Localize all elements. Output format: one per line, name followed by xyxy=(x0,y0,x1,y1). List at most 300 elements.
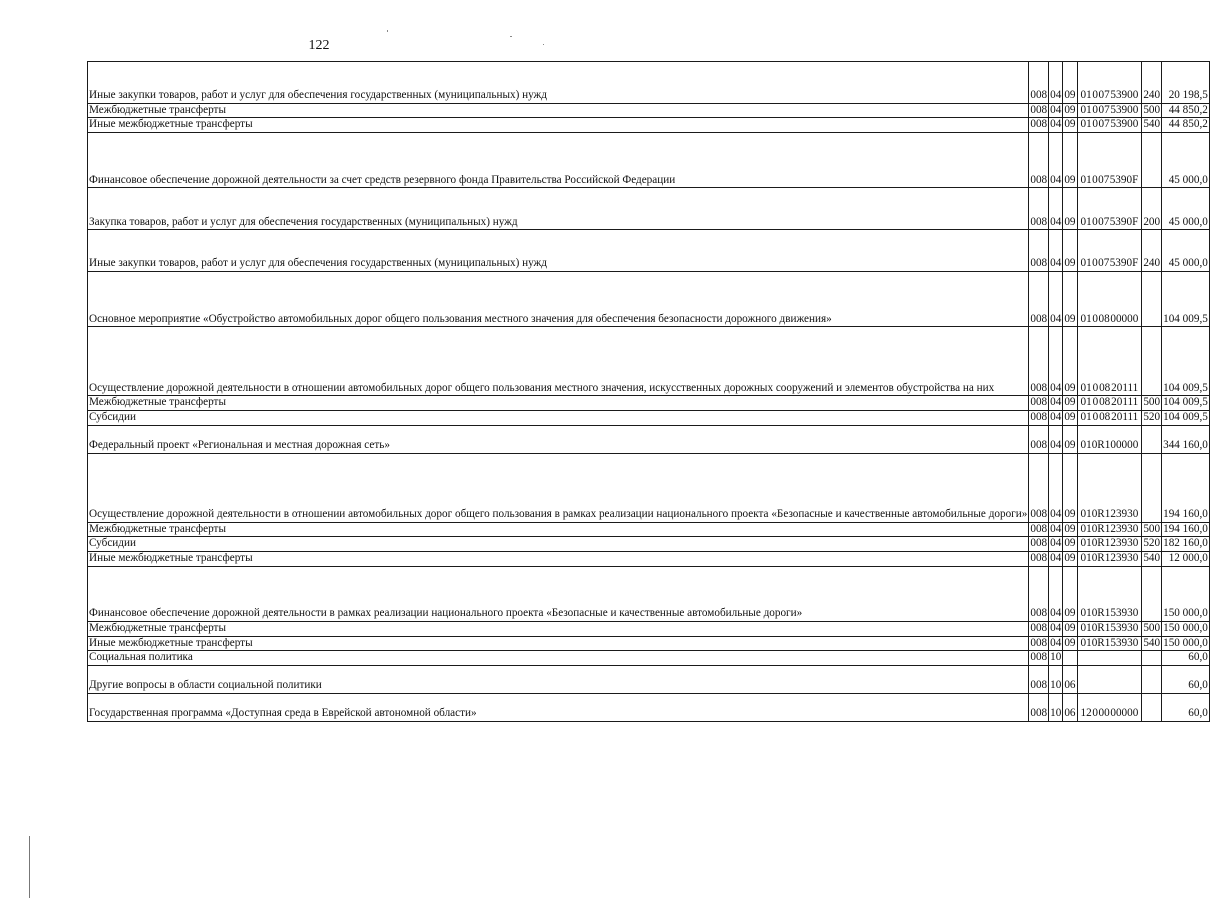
target-article-cell xyxy=(1077,425,1142,453)
direction-code: 00000 xyxy=(1110,707,1139,720)
subsection-code: 09 xyxy=(1064,621,1076,634)
row-name-cell xyxy=(88,551,1029,566)
activity-code: R1 xyxy=(1097,551,1111,564)
section-code: 04 xyxy=(1050,621,1062,634)
amount-cell xyxy=(1162,230,1210,272)
row-name: Иные межбюджетные трансферты xyxy=(89,551,253,564)
amount-cell xyxy=(1162,425,1210,453)
target-article-cell xyxy=(1077,693,1142,721)
row-name: Другие вопросы в области социальной политики xyxy=(89,679,322,692)
subprogram-code: 0 xyxy=(1091,636,1098,649)
subsection-code-cell xyxy=(1063,693,1077,721)
ministry-code-cell xyxy=(1029,636,1049,651)
subprogram-code: 0 xyxy=(1092,707,1098,720)
subsection-code: 09 xyxy=(1064,636,1076,649)
row-name-cell xyxy=(88,188,1029,230)
subsection-code: 06 xyxy=(1064,679,1076,692)
row-name-cell xyxy=(88,665,1029,693)
section-code: 10 xyxy=(1050,651,1062,664)
ministry-code-cell xyxy=(1029,230,1049,272)
expense-type-cell xyxy=(1142,665,1162,693)
row-name: Межбюджетные трансферты xyxy=(89,522,226,535)
expense-type-cell xyxy=(1142,327,1162,396)
amount-cell xyxy=(1162,396,1210,411)
activity-code: 07 xyxy=(1098,118,1110,131)
expense-type-code: 240 xyxy=(1143,257,1161,270)
subsection-code: 09 xyxy=(1064,257,1076,270)
amount: 104 009,5 xyxy=(1163,381,1208,394)
ministry-code: 008 xyxy=(1030,522,1048,535)
subprogram-code: 0 xyxy=(1092,396,1099,409)
table-row xyxy=(88,62,1210,104)
expense-type-code: 500 xyxy=(1143,621,1161,634)
section-code: 10 xyxy=(1050,679,1062,692)
ministry-code: 008 xyxy=(1030,537,1048,550)
section-code: 04 xyxy=(1050,89,1062,102)
row-name-cell xyxy=(88,537,1029,552)
ministry-code-cell xyxy=(1029,410,1049,425)
subprogram-code: 0 xyxy=(1092,89,1098,102)
section-code-cell xyxy=(1049,522,1063,537)
subsection-code-cell xyxy=(1063,537,1077,552)
program-code: 01 xyxy=(1080,636,1092,649)
amount: 12 000,0 xyxy=(1168,551,1208,564)
row-name: Основное мероприятие «Обустройство автомобильных дорог общего пользования местного значения для обеспечения безопасности дорожного движения» xyxy=(89,312,832,325)
amount: 104 009,5 xyxy=(1163,410,1208,423)
subprogram-code: 0 xyxy=(1091,439,1098,452)
section-code-cell xyxy=(1049,132,1063,187)
subsection-code-cell xyxy=(1063,230,1077,272)
amount: 45 000,0 xyxy=(1168,173,1208,186)
program-code: 01 xyxy=(1080,312,1092,325)
direction-code: 20111 xyxy=(1111,396,1139,409)
ministry-code-cell xyxy=(1029,103,1049,118)
row-name-cell xyxy=(88,522,1029,537)
table-row xyxy=(88,271,1210,326)
direction-code: 00000 xyxy=(1110,312,1139,325)
table-row xyxy=(88,396,1210,411)
row-name-cell xyxy=(88,693,1029,721)
program-code: 01 xyxy=(1080,381,1092,394)
section-code: 04 xyxy=(1050,396,1062,409)
expense-type-cell xyxy=(1142,103,1162,118)
ministry-code-cell xyxy=(1029,132,1049,187)
ministry-code-cell xyxy=(1029,62,1049,104)
amount-cell xyxy=(1162,566,1210,621)
target-article-cell xyxy=(1077,665,1142,693)
row-name-cell xyxy=(88,118,1029,133)
activity-code: 07 xyxy=(1098,257,1110,270)
program-code: 01 xyxy=(1080,537,1092,550)
ministry-code-cell xyxy=(1029,327,1049,396)
table-row xyxy=(88,410,1210,425)
section-code-cell xyxy=(1049,566,1063,621)
subsection-code-cell xyxy=(1063,453,1077,522)
row-name: Субсидии xyxy=(89,537,136,550)
target-article-cell xyxy=(1077,396,1142,411)
ministry-code: 008 xyxy=(1030,89,1048,102)
ministry-code-cell xyxy=(1029,453,1049,522)
amount-cell xyxy=(1162,188,1210,230)
ministry-code: 008 xyxy=(1030,636,1048,649)
row-name: Иные закупки товаров, работ и услуг для обеспечения государственных (муниципальных) нужд xyxy=(89,89,547,102)
ministry-code-cell xyxy=(1029,665,1049,693)
subprogram-code: 0 xyxy=(1092,312,1098,325)
row-name-cell xyxy=(88,621,1029,636)
activity-code: 07 xyxy=(1098,103,1110,116)
amount-cell xyxy=(1162,103,1210,118)
subsection-code: 09 xyxy=(1064,381,1076,394)
activity-code: 07 xyxy=(1098,89,1110,102)
page-number: 122 xyxy=(308,38,330,53)
expense-type-code: 540 xyxy=(1143,636,1161,649)
expense-type-cell xyxy=(1142,62,1162,104)
section-code: 04 xyxy=(1050,215,1062,228)
target-article-codes xyxy=(1079,552,1141,566)
subprogram-code: 0 xyxy=(1092,257,1098,270)
ministry-code: 008 xyxy=(1030,312,1048,325)
scan-margin-line xyxy=(29,836,30,898)
subprogram-code: 0 xyxy=(1091,607,1098,620)
activity-code: R1 xyxy=(1097,439,1111,452)
section-code-cell xyxy=(1049,665,1063,693)
program-code: 01 xyxy=(1080,173,1092,186)
target-article-codes xyxy=(1079,396,1141,410)
ministry-code: 008 xyxy=(1030,257,1048,270)
expense-type-cell xyxy=(1142,636,1162,651)
subsection-code: 09 xyxy=(1064,537,1076,550)
row-name: Межбюджетные трансферты xyxy=(89,621,226,634)
subsection-code-cell xyxy=(1063,132,1077,187)
target-article-cell xyxy=(1077,62,1142,104)
direction-code: 23930 xyxy=(1110,551,1139,564)
subprogram-code: 0 xyxy=(1091,621,1098,634)
subsection-code-cell xyxy=(1063,665,1077,693)
row-name: Социальная политика xyxy=(89,651,193,664)
target-article-codes xyxy=(1079,257,1141,271)
amount: 44 850,2 xyxy=(1168,118,1208,131)
table-row xyxy=(88,551,1210,566)
activity-code: R1 xyxy=(1097,621,1111,634)
direction-code: 23930 xyxy=(1110,522,1139,535)
ministry-code: 008 xyxy=(1030,396,1048,409)
subsection-code: 09 xyxy=(1064,312,1076,325)
ministry-code-cell xyxy=(1029,551,1049,566)
ministry-code: 008 xyxy=(1030,215,1048,228)
expense-type-cell xyxy=(1142,271,1162,326)
target-article-codes xyxy=(1079,118,1141,132)
table-row xyxy=(88,566,1210,621)
activity-code: R1 xyxy=(1097,636,1111,649)
expense-type-cell xyxy=(1142,537,1162,552)
amount-cell xyxy=(1162,410,1210,425)
direction-code: 53900 xyxy=(1110,103,1139,116)
target-article-codes xyxy=(1079,537,1141,551)
table-row xyxy=(88,537,1210,552)
expense-type-cell xyxy=(1142,132,1162,187)
target-article-codes xyxy=(1079,89,1141,103)
subprogram-code: 0 xyxy=(1092,173,1098,186)
row-name: Финансовое обеспечение дорожной деятельности в рамках реализации национального проекта «Безопасные и качественные автомобильные дороги» xyxy=(89,607,803,620)
row-name-cell xyxy=(88,103,1029,118)
program-code: 01 xyxy=(1080,396,1092,409)
amount-cell xyxy=(1162,132,1210,187)
row-name: Иные межбюджетные трансферты xyxy=(89,636,253,649)
row-name: Федеральный проект «Региональная и местная дорожная сеть» xyxy=(89,439,390,452)
table-row xyxy=(88,636,1210,651)
ministry-code: 008 xyxy=(1030,551,1048,564)
row-name-cell xyxy=(88,410,1029,425)
row-name-cell xyxy=(88,230,1029,272)
program-code: 01 xyxy=(1080,118,1092,131)
subsection-code: 09 xyxy=(1064,522,1076,535)
subsection-code: 09 xyxy=(1064,410,1076,423)
expense-type-cell xyxy=(1142,551,1162,566)
subprogram-code: 0 xyxy=(1092,381,1099,394)
expense-type-code: 240 xyxy=(1143,89,1161,102)
subsection-code-cell xyxy=(1063,551,1077,566)
table-row xyxy=(88,118,1210,133)
direction-code: 20111 xyxy=(1111,410,1139,423)
expense-type-cell xyxy=(1142,651,1162,666)
subsection-code-cell xyxy=(1063,118,1077,133)
subsection-code-cell xyxy=(1063,621,1077,636)
program-code: 01 xyxy=(1080,522,1092,535)
target-article-cell xyxy=(1077,636,1142,651)
program-code: 12 xyxy=(1080,707,1092,720)
amount: 20 198,5 xyxy=(1168,89,1208,102)
target-article-cell xyxy=(1077,537,1142,552)
table-row xyxy=(88,188,1210,230)
activity-code: 08 xyxy=(1099,410,1111,423)
subprogram-code: 0 xyxy=(1092,410,1099,423)
ministry-code-cell xyxy=(1029,522,1049,537)
expense-type-cell xyxy=(1142,621,1162,636)
subsection-code: 09 xyxy=(1064,118,1076,131)
amount-cell xyxy=(1162,522,1210,537)
activity-code: 08 xyxy=(1099,396,1111,409)
target-article-cell xyxy=(1077,651,1142,666)
amount: 60,0 xyxy=(1188,679,1208,692)
table-row xyxy=(88,327,1210,396)
ministry-code-cell xyxy=(1029,118,1049,133)
subsection-code: 09 xyxy=(1064,551,1076,564)
subsection-code-cell xyxy=(1063,271,1077,326)
amount-cell xyxy=(1162,621,1210,636)
section-code-cell xyxy=(1049,551,1063,566)
amount: 344 160,0 xyxy=(1163,439,1208,452)
target-article-codes xyxy=(1079,313,1141,327)
subsection-code-cell xyxy=(1063,396,1077,411)
target-article-codes xyxy=(1079,382,1141,396)
ministry-code: 008 xyxy=(1030,410,1048,423)
target-article-codes xyxy=(1079,637,1141,651)
subsection-code-cell xyxy=(1063,522,1077,537)
section-code-cell xyxy=(1049,230,1063,272)
program-code: 01 xyxy=(1080,410,1092,423)
subsection-code-cell xyxy=(1063,188,1077,230)
amount-cell xyxy=(1162,271,1210,326)
subsection-code-cell xyxy=(1063,62,1077,104)
section-code: 04 xyxy=(1050,607,1062,620)
subsection-code-cell xyxy=(1063,327,1077,396)
row-name-cell xyxy=(88,651,1029,666)
program-code: 01 xyxy=(1080,621,1092,634)
section-code: 04 xyxy=(1050,173,1062,186)
subsection-code: 06 xyxy=(1064,707,1076,720)
direction-code: 20111 xyxy=(1111,381,1139,394)
budget-table xyxy=(87,61,1210,722)
subsection-code-cell xyxy=(1063,425,1077,453)
ministry-code: 008 xyxy=(1030,607,1048,620)
row-name-cell xyxy=(88,327,1029,396)
activity-code: R1 xyxy=(1097,537,1111,550)
amount-cell xyxy=(1162,693,1210,721)
expense-type-cell xyxy=(1142,396,1162,411)
subsection-code-cell xyxy=(1063,636,1077,651)
subsection-code-cell xyxy=(1063,651,1077,666)
row-name-cell xyxy=(88,62,1029,104)
ministry-code-cell xyxy=(1029,651,1049,666)
direction-code: 00000 xyxy=(1110,439,1139,452)
expense-type-cell xyxy=(1142,522,1162,537)
expense-type-cell xyxy=(1142,425,1162,453)
ministry-code: 008 xyxy=(1030,679,1048,692)
target-article-codes xyxy=(1079,622,1141,636)
row-name: Иные закупки товаров, работ и услуг для обеспечения государственных (муниципальных) нужд xyxy=(89,257,547,270)
amount: 150 000,0 xyxy=(1163,621,1208,634)
amount: 104 009,5 xyxy=(1163,396,1208,409)
section-code: 04 xyxy=(1050,257,1062,270)
subprogram-code: 0 xyxy=(1091,522,1098,535)
section-code-cell xyxy=(1049,693,1063,721)
program-code: 01 xyxy=(1080,89,1092,102)
section-code: 04 xyxy=(1050,551,1062,564)
section-code-cell xyxy=(1049,188,1063,230)
ministry-code: 008 xyxy=(1030,381,1048,394)
amount: 150 000,0 xyxy=(1163,607,1208,620)
direction-code: 23930 xyxy=(1110,508,1139,521)
ministry-code-cell xyxy=(1029,693,1049,721)
target-article-codes xyxy=(1079,508,1141,522)
amount-cell xyxy=(1162,118,1210,133)
activity-code: 08 xyxy=(1098,312,1110,325)
program-code: 01 xyxy=(1080,103,1092,116)
target-article-cell xyxy=(1077,566,1142,621)
amount-cell xyxy=(1162,453,1210,522)
expense-type-code: 500 xyxy=(1143,103,1161,116)
target-article-codes xyxy=(1079,104,1141,118)
amount: 60,0 xyxy=(1188,651,1208,664)
expense-type-cell xyxy=(1142,566,1162,621)
direction-code: 53930 xyxy=(1110,621,1139,634)
section-code: 04 xyxy=(1050,508,1062,521)
expense-type-cell xyxy=(1142,410,1162,425)
row-name-cell xyxy=(88,566,1029,621)
direction-code: 53900 xyxy=(1110,89,1139,102)
scan-speck xyxy=(387,30,388,32)
section-code-cell xyxy=(1049,453,1063,522)
table-row xyxy=(88,425,1210,453)
section-code: 04 xyxy=(1050,522,1062,535)
amount: 45 000,0 xyxy=(1168,215,1208,228)
ministry-code: 008 xyxy=(1030,508,1048,521)
row-name: Осуществление дорожной деятельности в отношении автомобильных дорог общего пользования местного значения, искусственных дорожных сооружений и элементов обустройства на них xyxy=(89,381,995,394)
expense-type-code: 520 xyxy=(1143,537,1161,550)
section-code: 04 xyxy=(1050,118,1062,131)
ministry-code-cell xyxy=(1029,396,1049,411)
section-code-cell xyxy=(1049,271,1063,326)
section-code-cell xyxy=(1049,425,1063,453)
amount-cell xyxy=(1162,665,1210,693)
program-code: 01 xyxy=(1080,439,1092,452)
subprogram-code: 0 xyxy=(1091,508,1098,521)
subsection-code: 09 xyxy=(1064,508,1076,521)
ministry-code: 008 xyxy=(1030,651,1048,664)
section-code-cell xyxy=(1049,396,1063,411)
row-name: Межбюджетные трансферты xyxy=(89,103,226,116)
table-row xyxy=(88,453,1210,522)
subsection-code: 09 xyxy=(1064,607,1076,620)
amount: 60,0 xyxy=(1188,707,1208,720)
row-name-cell xyxy=(88,425,1029,453)
target-article-codes xyxy=(1079,216,1141,230)
section-code-cell xyxy=(1049,62,1063,104)
direction-code: 5390F xyxy=(1109,215,1139,228)
section-code: 04 xyxy=(1050,381,1062,394)
expense-type-cell xyxy=(1142,453,1162,522)
section-code: 04 xyxy=(1050,410,1062,423)
amount-cell xyxy=(1162,327,1210,396)
activity-code: R1 xyxy=(1097,522,1111,535)
subprogram-code: 0 xyxy=(1091,537,1098,550)
row-name-cell xyxy=(88,132,1029,187)
table-row xyxy=(88,651,1210,666)
section-code-cell xyxy=(1049,103,1063,118)
target-article-codes xyxy=(1079,607,1141,621)
subprogram-code: 0 xyxy=(1092,103,1098,116)
subsection-code-cell xyxy=(1063,410,1077,425)
ministry-code-cell xyxy=(1029,537,1049,552)
target-article-cell xyxy=(1077,522,1142,537)
table-row xyxy=(88,621,1210,636)
table-row xyxy=(88,522,1210,537)
table-row xyxy=(88,230,1210,272)
target-article-codes xyxy=(1079,707,1141,721)
target-article-cell xyxy=(1077,551,1142,566)
amount: 104 009,5 xyxy=(1163,312,1208,325)
section-code: 04 xyxy=(1050,439,1062,452)
section-code-cell xyxy=(1049,651,1063,666)
direction-code: 23930 xyxy=(1110,537,1139,550)
expense-type-cell xyxy=(1142,230,1162,272)
ministry-code: 008 xyxy=(1030,439,1048,452)
ministry-code-cell xyxy=(1029,566,1049,621)
row-name: Государственная программа «Доступная среда в Еврейской автономной области» xyxy=(89,707,477,720)
subsection-code-cell xyxy=(1063,566,1077,621)
target-article-cell xyxy=(1077,132,1142,187)
section-code: 04 xyxy=(1050,537,1062,550)
amount: 45 000,0 xyxy=(1168,257,1208,270)
ministry-code-cell xyxy=(1029,621,1049,636)
activity-code: 07 xyxy=(1098,215,1110,228)
program-code: 01 xyxy=(1080,215,1092,228)
ministry-code: 008 xyxy=(1030,118,1048,131)
expense-type-code: 540 xyxy=(1143,551,1161,564)
row-name-cell xyxy=(88,271,1029,326)
ministry-code: 008 xyxy=(1030,707,1048,720)
amount: 150 000,0 xyxy=(1163,636,1208,649)
